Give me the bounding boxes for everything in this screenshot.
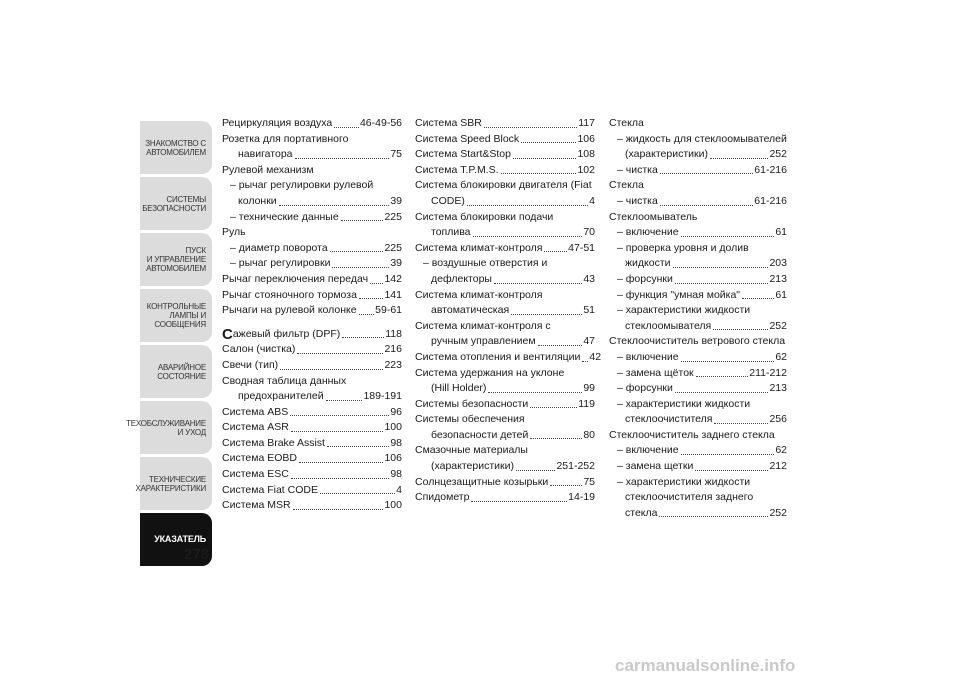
index-entry <box>609 256 787 272</box>
entry-text: Система T.P.M.S. <box>415 163 499 176</box>
index-entry <box>609 459 787 475</box>
entry-text: Стеклоомыватель <box>609 210 698 223</box>
entry-text: – рычаг регулировки рулевой <box>230 179 374 192</box>
dot-leader <box>467 205 588 206</box>
entry-page-ref[interactable]: 75 <box>390 148 402 161</box>
entry-text: Рычаги на рулевой колонке <box>222 304 357 317</box>
index-entry <box>415 272 595 288</box>
page-number: 278 <box>184 546 210 563</box>
dot-leader <box>550 485 582 486</box>
index-entry <box>415 428 595 444</box>
entry-page-ref[interactable]: 42 <box>589 350 602 363</box>
entry-page-ref[interactable]: 62 <box>775 350 787 363</box>
entry-page-ref[interactable]: 119 <box>578 397 595 410</box>
dot-leader <box>511 314 582 315</box>
entry-text: – форсунки <box>617 272 673 285</box>
index-entry <box>415 303 595 319</box>
index-entry <box>609 132 787 148</box>
entry-page-ref[interactable]: 100 <box>384 499 402 512</box>
entry-text: ручным управлением <box>431 335 536 348</box>
index-entry <box>609 506 787 522</box>
watermark: carmanualsonline.info <box>615 656 796 675</box>
index-entry <box>222 319 402 327</box>
index-entry <box>222 358 402 374</box>
entry-text: – проверка уровня и долив <box>617 241 749 254</box>
dot-leader <box>521 142 576 143</box>
index-entry <box>609 210 787 226</box>
dot-leader <box>359 298 384 299</box>
dot-leader <box>710 158 768 159</box>
entry-text: CODE) <box>431 194 465 207</box>
entry-text: – замена щёток <box>617 366 694 379</box>
entry-text: – включение <box>617 350 679 363</box>
entry-page-ref[interactable]: 142 <box>384 272 402 285</box>
entry-page-ref[interactable]: 96 <box>390 405 402 418</box>
index-entry <box>222 374 402 390</box>
entry-text: Система ABS <box>222 405 289 418</box>
index-entry <box>415 241 595 257</box>
entry-page-ref[interactable]: 99 <box>583 382 595 395</box>
entry-text: Солнцезащитные козырьки <box>415 475 549 488</box>
entry-text: Салон (чистка) <box>222 343 296 356</box>
entry-page-ref[interactable]: 256 <box>769 413 787 426</box>
entry-text: – чистка <box>617 163 658 176</box>
index-entry <box>415 490 595 506</box>
index-column-2 <box>415 116 602 506</box>
entry-text: стеклоочистителя <box>625 413 713 426</box>
index-entry <box>415 116 595 132</box>
entry-page-ref[interactable]: 106 <box>384 452 402 465</box>
index-entry <box>609 116 787 132</box>
entry-text: Система климат-контроля <box>415 241 543 254</box>
dot-leader <box>544 251 567 252</box>
entry-text: – замена щетки <box>617 460 694 473</box>
entry-text: дефлекторы <box>431 272 492 285</box>
dot-leader <box>516 470 555 471</box>
dot-leader <box>494 283 582 284</box>
entry-text: автоматическая <box>431 304 510 317</box>
index-entry <box>415 459 595 475</box>
index-entry <box>222 116 402 132</box>
index-entry <box>415 225 595 241</box>
entry-page-ref[interactable]: 4 <box>589 194 595 207</box>
dot-leader <box>675 392 769 393</box>
index-entry <box>222 405 402 421</box>
entry-page-ref[interactable]: 4 <box>396 483 402 496</box>
entry-page-ref[interactable]: 61 <box>775 226 787 239</box>
entry-text: Система MSR <box>222 499 291 512</box>
index-entry <box>415 178 595 194</box>
entry-page-ref[interactable]: 59-61 <box>375 304 402 317</box>
dot-leader <box>291 478 390 479</box>
entry-text: – характеристики жидкости <box>617 475 751 488</box>
section-tab-7[interactable]: ТЕХНИЧЕСКИЕ ХАРАКТЕРИСТИКИ <box>140 457 212 510</box>
entry-text: Розетка для портативного <box>222 132 349 145</box>
index-entry <box>415 381 595 397</box>
entry-page-ref[interactable]: 98 <box>390 468 402 481</box>
section-tabs <box>126 121 212 569</box>
entry-text: Система блокировки двигателя (Fiat <box>415 179 592 192</box>
entry-page-ref[interactable]: 225 <box>384 241 402 254</box>
entry-page-ref[interactable]: 61-216 <box>754 163 787 176</box>
section-tab-3[interactable]: ПУСК И УПРАВЛЕНИЕ АВТОМОБИЛЕМ <box>140 233 212 286</box>
entry-text: – характеристики жидкости <box>617 304 751 317</box>
index-entry <box>222 467 402 483</box>
entry-page-ref[interactable]: 252 <box>769 148 787 161</box>
entry-text: колонки <box>238 194 277 207</box>
index-entry <box>415 163 595 179</box>
entry-text: – характеристики жидкости <box>617 397 751 410</box>
entry-text: (характеристики) <box>431 460 514 473</box>
entry-page-ref[interactable]: 61-216 <box>754 194 787 207</box>
index-entry <box>222 389 402 405</box>
entry-text: Система Start&Stop <box>415 148 511 161</box>
entry-text: Система EOBD <box>222 452 297 465</box>
entry-text: топлива <box>431 226 471 239</box>
dot-leader <box>681 361 775 362</box>
index-entry <box>415 256 595 272</box>
index-entry <box>609 397 787 413</box>
entry-page-ref[interactable]: 141 <box>384 288 402 301</box>
entry-text: навигатора <box>238 148 293 161</box>
entry-text: Смазочные материалы <box>415 444 528 457</box>
entry-page-ref[interactable]: 118 <box>385 327 402 340</box>
entry-page-ref[interactable]: 252 <box>769 319 787 332</box>
index-entry <box>222 256 402 272</box>
entry-text: – форсунки <box>617 382 673 395</box>
entry-text: безопасности детей <box>431 428 529 441</box>
entry-text: Система удержания на уклоне <box>415 366 565 379</box>
index-entry <box>222 241 402 257</box>
entry-page-ref[interactable]: 39 <box>390 194 402 207</box>
entry-text: – рычаг регулировки <box>230 257 331 270</box>
entry-text: предохранителей <box>238 390 324 403</box>
dot-leader <box>326 400 363 401</box>
index-entry <box>415 443 595 459</box>
entry-page-ref[interactable]: 98 <box>390 436 402 449</box>
index-entry <box>415 397 595 413</box>
dot-leader <box>660 205 753 206</box>
index-entry <box>609 443 787 459</box>
entry-text: ажевый фильтр (DPF) <box>232 327 341 340</box>
dot-leader <box>530 438 582 439</box>
entry-page-ref[interactable]: 62 <box>775 444 787 457</box>
entry-text: Система Brake Assist <box>222 436 325 449</box>
index-entry <box>415 147 595 163</box>
index-entry <box>415 412 595 428</box>
entry-text: Стеклоочиститель ветрового стекла <box>609 335 786 348</box>
entry-page-ref[interactable]: 51 <box>583 304 595 317</box>
index-entry <box>609 381 787 397</box>
entry-page-ref[interactable]: 108 <box>577 148 595 161</box>
index-column-3 <box>609 116 787 521</box>
entry-page-ref[interactable]: 70 <box>583 226 595 239</box>
dot-leader <box>673 267 769 268</box>
entry-text: Система отопления и вентиляции <box>415 350 581 363</box>
entry-text: Системы безопасности <box>415 397 529 410</box>
entry-text: Система ASR <box>222 421 289 434</box>
dot-leader <box>279 205 390 206</box>
entry-text: Сводная таблица данных <box>222 374 347 387</box>
entry-page-ref[interactable]: 106 <box>577 132 595 145</box>
index-entry <box>609 147 787 163</box>
index-entry <box>222 194 402 210</box>
entry-text: Система блокировки подачи <box>415 210 554 223</box>
dot-leader <box>488 392 582 393</box>
entry-text: – функция "умная мойка" <box>617 288 741 301</box>
entry-text: жидкости <box>625 257 671 270</box>
entry-text: Системы обеспечения <box>415 413 525 426</box>
index-entry <box>609 350 787 366</box>
entry-text: Система Fiat CODE <box>222 483 318 496</box>
dot-leader <box>280 369 383 370</box>
dot-leader <box>341 220 384 221</box>
index-entry <box>609 194 787 210</box>
entry-page-ref[interactable]: 46-49-56 <box>359 117 402 129</box>
entry-text: Рециркуляция воздуха <box>222 117 333 129</box>
dot-leader <box>659 516 768 517</box>
entry-page-ref[interactable]: 189-191 <box>363 390 402 403</box>
index-entry <box>609 412 787 428</box>
dot-leader <box>675 283 769 284</box>
dot-leader <box>471 501 567 502</box>
section-tab-5[interactable]: АВАРИЙНОЕ СОСТОЯНИЕ <box>140 345 212 398</box>
section-tab-1[interactable]: ЗНАКОМСТВО С АВТОМОБИЛЕМ <box>140 121 212 174</box>
entry-text: – технические данные <box>230 210 339 223</box>
entry-text: – чистка <box>617 194 658 207</box>
entry-page-ref[interactable]: 14-19 <box>568 491 595 504</box>
index-entry <box>222 420 402 436</box>
entry-text: Система ESC <box>222 468 289 481</box>
dot-leader <box>660 173 753 174</box>
entry-text: стеклоочистителя заднего <box>625 491 754 504</box>
entry-text: Система климат-контроля <box>415 288 543 301</box>
index-entry <box>609 178 787 194</box>
section-tab-4[interactable]: КОНТРОЛЬНЫЕ ЛАМПЫ И СООБЩЕНИЯ <box>140 289 212 342</box>
index-entry <box>415 194 595 210</box>
index-entry <box>415 334 595 350</box>
index-entry <box>222 147 402 163</box>
dot-leader <box>293 509 384 510</box>
entry-page-ref[interactable]: 203 <box>769 257 787 270</box>
entry-page-ref[interactable]: 47-51 <box>568 241 595 254</box>
entry-page-ref[interactable]: 212 <box>769 460 787 473</box>
section-tab-2[interactable]: СИСТЕМЫ БЕЗОПАСНОСТИ <box>140 177 212 230</box>
section-tab-6[interactable]: ТЕХОБСЛУЖИВАНИЕ И УХОД <box>140 401 212 454</box>
index-entry <box>222 178 402 194</box>
entry-text: – воздушные отверстия и <box>423 257 548 270</box>
entry-text: – включение <box>617 444 679 457</box>
entry-page-ref[interactable]: 100 <box>384 421 402 434</box>
dot-leader <box>299 462 384 463</box>
entry-text: Руль <box>222 226 246 239</box>
index-entry <box>415 366 595 382</box>
index-entry <box>415 210 595 226</box>
entry-text: Спидометр <box>415 491 470 504</box>
section-tab-8[interactable]: УКАЗАТЕЛЬ <box>140 513 212 566</box>
dot-leader <box>742 298 774 299</box>
index-entry <box>415 350 602 366</box>
dot-leader <box>695 470 768 471</box>
entry-text: – диаметр поворота <box>230 241 328 254</box>
entry-page-ref[interactable]: 75 <box>583 475 595 488</box>
index-entry <box>222 225 402 241</box>
index-entry <box>609 225 787 241</box>
entry-page-ref[interactable]: 39 <box>390 257 402 270</box>
dot-leader <box>714 423 768 424</box>
dot-leader <box>332 267 389 268</box>
index-entry <box>609 241 787 257</box>
dot-leader <box>713 329 768 330</box>
entry-page-ref[interactable]: 117 <box>578 117 595 129</box>
index-entry <box>609 303 787 319</box>
entry-text: Свечи (тип) <box>222 358 279 371</box>
index-entry <box>222 342 402 358</box>
index-entry <box>609 288 787 304</box>
dot-leader <box>359 314 375 315</box>
dot-leader <box>681 236 775 237</box>
index-entry <box>222 132 402 148</box>
entry-text: (характеристики) <box>625 148 708 161</box>
entry-text: Система Speed Block <box>415 132 520 145</box>
index-entry <box>222 210 402 226</box>
entry-page-ref[interactable]: 47 <box>583 335 595 348</box>
entry-text: Рулевой механизм <box>222 163 314 176</box>
index-entry <box>222 483 402 499</box>
entry-text: Стеклоочиститель заднего стекла <box>609 428 775 441</box>
index-entry <box>222 498 402 514</box>
index-entry <box>222 327 402 343</box>
index-entry <box>415 319 595 335</box>
index-entry <box>415 288 595 304</box>
index-entry <box>415 132 595 148</box>
index-entry <box>415 475 595 491</box>
dot-leader <box>342 337 384 338</box>
index-entry <box>609 319 787 335</box>
entry-text: – включение <box>617 226 679 239</box>
entry-text: Стекла <box>609 179 644 192</box>
index-entry <box>222 272 402 288</box>
dot-leader <box>297 353 383 354</box>
entry-page-ref[interactable]: 211-212 <box>749 366 787 379</box>
dot-leader <box>513 158 576 159</box>
dot-leader <box>538 345 583 346</box>
entry-page-ref[interactable]: 80 <box>583 428 595 441</box>
index-column-1 <box>222 116 402 514</box>
entry-page-ref[interactable]: 43 <box>583 272 595 285</box>
index-entry <box>609 272 787 288</box>
entry-text: (Hill Holder) <box>431 382 487 395</box>
index-entry <box>222 451 402 467</box>
dot-leader <box>484 127 577 128</box>
index-entry <box>222 303 402 319</box>
dot-leader <box>291 431 384 432</box>
dot-leader <box>501 173 577 174</box>
entry-page-ref[interactable]: 213 <box>769 272 787 285</box>
entry-page-ref[interactable]: 213 <box>769 382 787 395</box>
index-entry <box>609 475 787 491</box>
dot-leader <box>582 361 588 362</box>
dot-leader <box>290 415 389 416</box>
section-initial: С <box>222 325 233 343</box>
dot-leader <box>334 127 359 128</box>
dot-leader <box>330 251 384 252</box>
dot-leader <box>295 158 390 159</box>
entry-page-ref[interactable]: 251-252 <box>556 460 595 473</box>
entry-text: Система SBR <box>415 117 482 129</box>
index-entry <box>609 490 787 506</box>
entry-text: стекла <box>625 506 658 519</box>
entry-page-ref[interactable]: 225 <box>384 210 402 223</box>
entry-page-ref[interactable]: 216 <box>384 343 402 356</box>
entry-text: Рычаг переключения передач <box>222 272 369 285</box>
entry-text: Система климат-контроля с <box>415 319 551 332</box>
index-entry <box>609 334 787 350</box>
entry-page-ref[interactable]: 61 <box>775 288 787 301</box>
entry-text: Рычаг стояночного тормоза <box>222 288 357 301</box>
index-entry <box>609 366 787 382</box>
dot-leader <box>473 236 583 237</box>
entry-page-ref[interactable]: 223 <box>384 358 402 371</box>
entry-page-ref[interactable]: 102 <box>577 163 595 176</box>
index-entry <box>609 163 787 179</box>
index-entry <box>609 428 787 444</box>
dot-leader <box>530 407 577 408</box>
entry-text: стеклоомывателя <box>625 319 712 332</box>
entry-text: – жидкость для стеклоомывателей <box>617 132 787 145</box>
dot-leader <box>370 283 383 284</box>
index-entry <box>222 436 402 452</box>
dot-leader <box>681 454 775 455</box>
index-entry <box>222 288 402 304</box>
dot-leader <box>327 446 389 447</box>
index-entry <box>222 163 402 179</box>
entry-page-ref[interactable]: 252 <box>769 506 787 519</box>
dot-leader <box>696 376 749 377</box>
entry-text: Стекла <box>609 117 644 129</box>
dot-leader <box>320 493 395 494</box>
